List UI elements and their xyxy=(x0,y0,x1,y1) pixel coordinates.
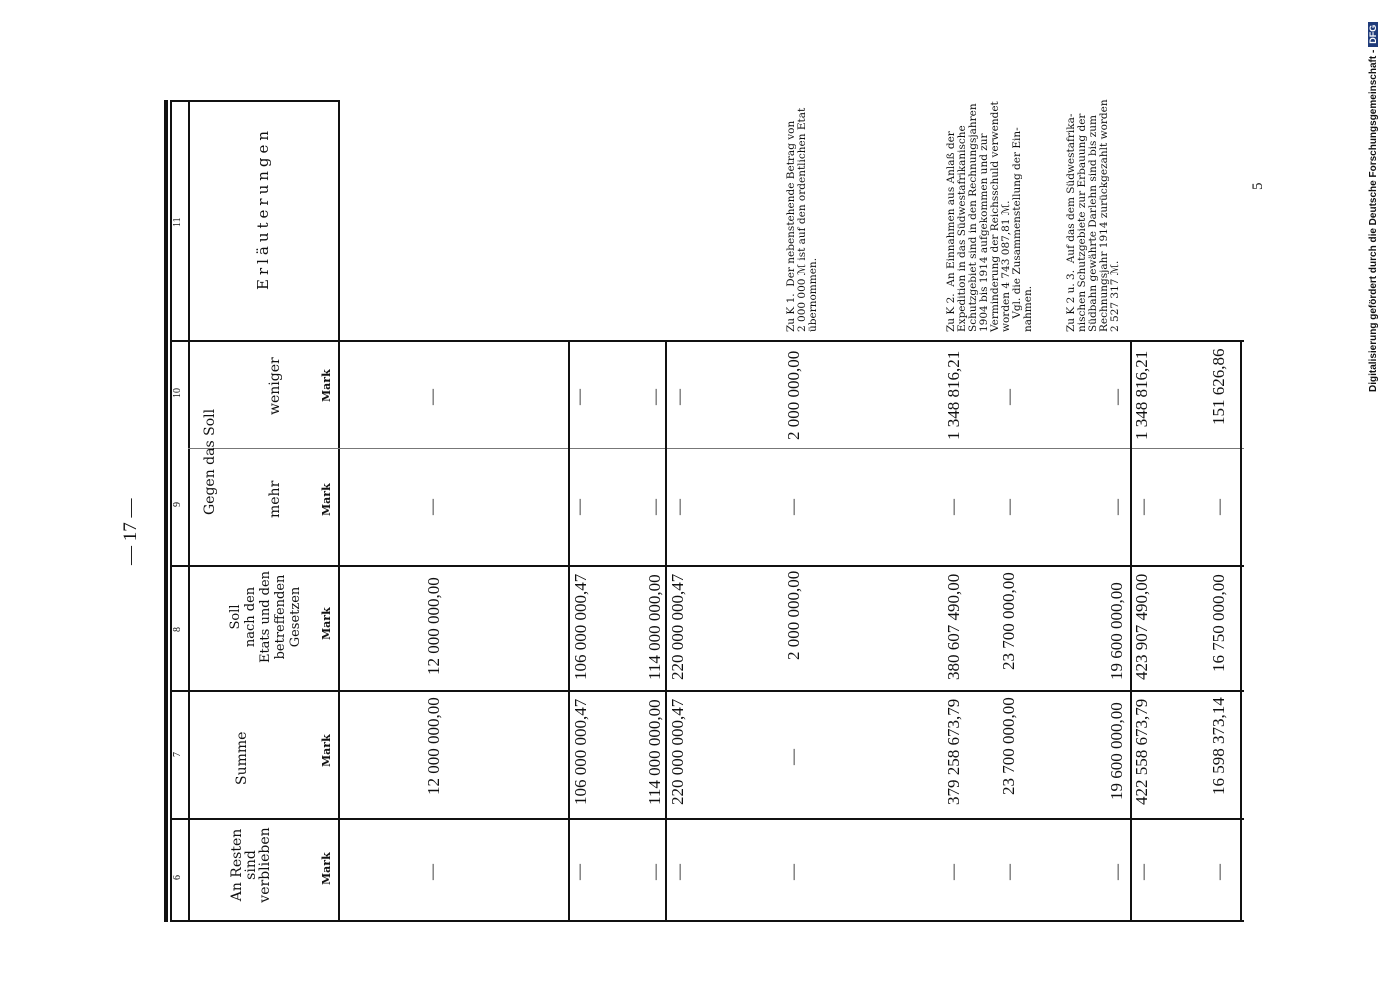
row3-c8: 220 000 000,47 xyxy=(668,573,687,680)
row2-c10: — xyxy=(647,389,664,405)
row3-c6: — xyxy=(671,864,688,880)
sheet-number: 5 xyxy=(1250,182,1266,190)
row5-c8: 380 607 490,00 xyxy=(944,573,963,680)
row0-c10: — xyxy=(424,389,441,405)
colnum-7: 7 xyxy=(172,752,183,757)
row8-c8: 423 907 490,00 xyxy=(1132,573,1151,680)
row1-c7: 106 000 000,47 xyxy=(571,698,590,805)
row5-c10: 1 348 816,21 xyxy=(944,350,963,440)
row6-c10: — xyxy=(1001,389,1018,405)
row4-c6: — xyxy=(785,864,802,880)
header-erlaeuterungen: Erläuterungen xyxy=(254,126,272,290)
row9-c7: 16 598 373,14 xyxy=(1209,697,1228,795)
dfg-logo: DFG xyxy=(1368,22,1378,47)
row1-c9: — xyxy=(571,499,588,515)
row7-c9: — xyxy=(1109,499,1126,515)
row5-c6: — xyxy=(945,864,962,880)
colnum-9: 9 xyxy=(172,502,183,507)
row7-c8: 19 600 000,00 xyxy=(1107,582,1126,680)
row6-c6: — xyxy=(1001,864,1018,880)
row3-c10: — xyxy=(671,389,688,405)
unit-label-c7: Mark xyxy=(320,734,333,767)
row0-c8: 12 000 000,00 xyxy=(424,577,443,675)
colnum-8: 8 xyxy=(172,627,183,632)
colnum-6: 6 xyxy=(172,875,183,880)
row6-c7: 23 700 000,00 xyxy=(999,697,1018,795)
unit-label-c10: Mark xyxy=(320,369,333,402)
row8-c7: 422 558 673,79 xyxy=(1132,698,1151,805)
row1-c8: 106 000 000,47 xyxy=(571,573,590,680)
row1-c10: — xyxy=(571,389,588,405)
row2-c7: 114 000 000,00 xyxy=(645,699,664,805)
header-summe: Summe xyxy=(234,731,250,785)
row3-c7: 220 000 000,47 xyxy=(668,698,687,805)
header-gegen-das-soll: Gegen das Soll xyxy=(202,408,218,515)
row0-c9: — xyxy=(424,499,441,515)
row2-c9: — xyxy=(647,499,664,515)
unit-label-c8: Mark xyxy=(320,607,333,640)
row7-c7: 19 600 000,00 xyxy=(1107,702,1126,800)
row6-c8: 23 700 000,00 xyxy=(999,572,1018,670)
note-k2: Zu K 2. An Einnahmen aus Anlaß der Expedition in das Südwestafrikanische Schutzgebiet sind in den Rechnungsjahren 1904 bis 1914 aufgekommen und zur Verminderung der Reichsschuld verwendet worden 4 743 087,81 ℳ. Vgl. die Zusammenstellung der Ein- nahmen. xyxy=(945,101,1034,332)
row4-c10: 2 000 000,00 xyxy=(784,350,803,440)
colnum-10: 10 xyxy=(172,388,183,398)
unit-label-c9: Mark xyxy=(320,483,333,516)
page-number-label: — 17 — xyxy=(120,498,141,565)
header-soll: Soll nach den Etats und den betreffenden Gesetzen xyxy=(228,570,303,664)
row0-c7: 12 000 000,00 xyxy=(424,697,443,795)
row0-c6: — xyxy=(424,864,441,880)
header-mehr: mehr xyxy=(267,480,283,518)
row3-c9: — xyxy=(671,499,688,515)
header-an-resten: An Resten sind verblieben xyxy=(229,827,273,903)
row9-c6: — xyxy=(1211,864,1228,880)
row2-c8: 114 000 000,00 xyxy=(645,574,664,680)
row7-c6: — xyxy=(1109,864,1126,880)
colnum-11: 11 xyxy=(172,217,183,227)
row5-c9: — xyxy=(945,499,962,515)
row7-c10: — xyxy=(1109,389,1126,405)
row5-c7: 379 258 673,79 xyxy=(944,698,963,805)
row4-c8: 2 000 000,00 xyxy=(784,570,803,660)
row9-c9: — xyxy=(1211,499,1228,515)
row8-c9: — xyxy=(1135,499,1152,515)
row4-c7: — xyxy=(785,749,802,765)
note-k2u3: Zu K 2 u. 3. Auf das dem Südwestafrika- nischen Schutzgebiete zur Erbauung der Südbahn gewährte Darlehn sind bis zum Rechnungsjahr 1914 zurückgezahlt worden 2 527 317 ℳ. xyxy=(1065,99,1121,332)
row4-c9: — xyxy=(785,499,802,515)
row2-c6: — xyxy=(647,864,664,880)
row6-c9: — xyxy=(1001,499,1018,515)
row9-c8: 16 750 000,00 xyxy=(1209,574,1228,672)
unit-label-c6: Mark xyxy=(320,852,333,885)
row8-c10: 1 348 816,21 xyxy=(1132,350,1151,440)
row8-c6: — xyxy=(1135,864,1152,880)
row9-c10: 151 626,86 xyxy=(1209,348,1228,425)
header-weniger: weniger xyxy=(267,357,283,415)
credit-text: Digitalisierung gefördert durch die Deutsche Forschungsgemeinschaft - xyxy=(1368,49,1379,392)
row1-c6: — xyxy=(571,864,588,880)
digitization-credit xyxy=(1368,22,1379,392)
note-k1: Zu K 1. Der nebenstehende Betrag von 2 000 000 ℳ ist auf den ordentlichen Etat übernommen. xyxy=(785,107,819,332)
